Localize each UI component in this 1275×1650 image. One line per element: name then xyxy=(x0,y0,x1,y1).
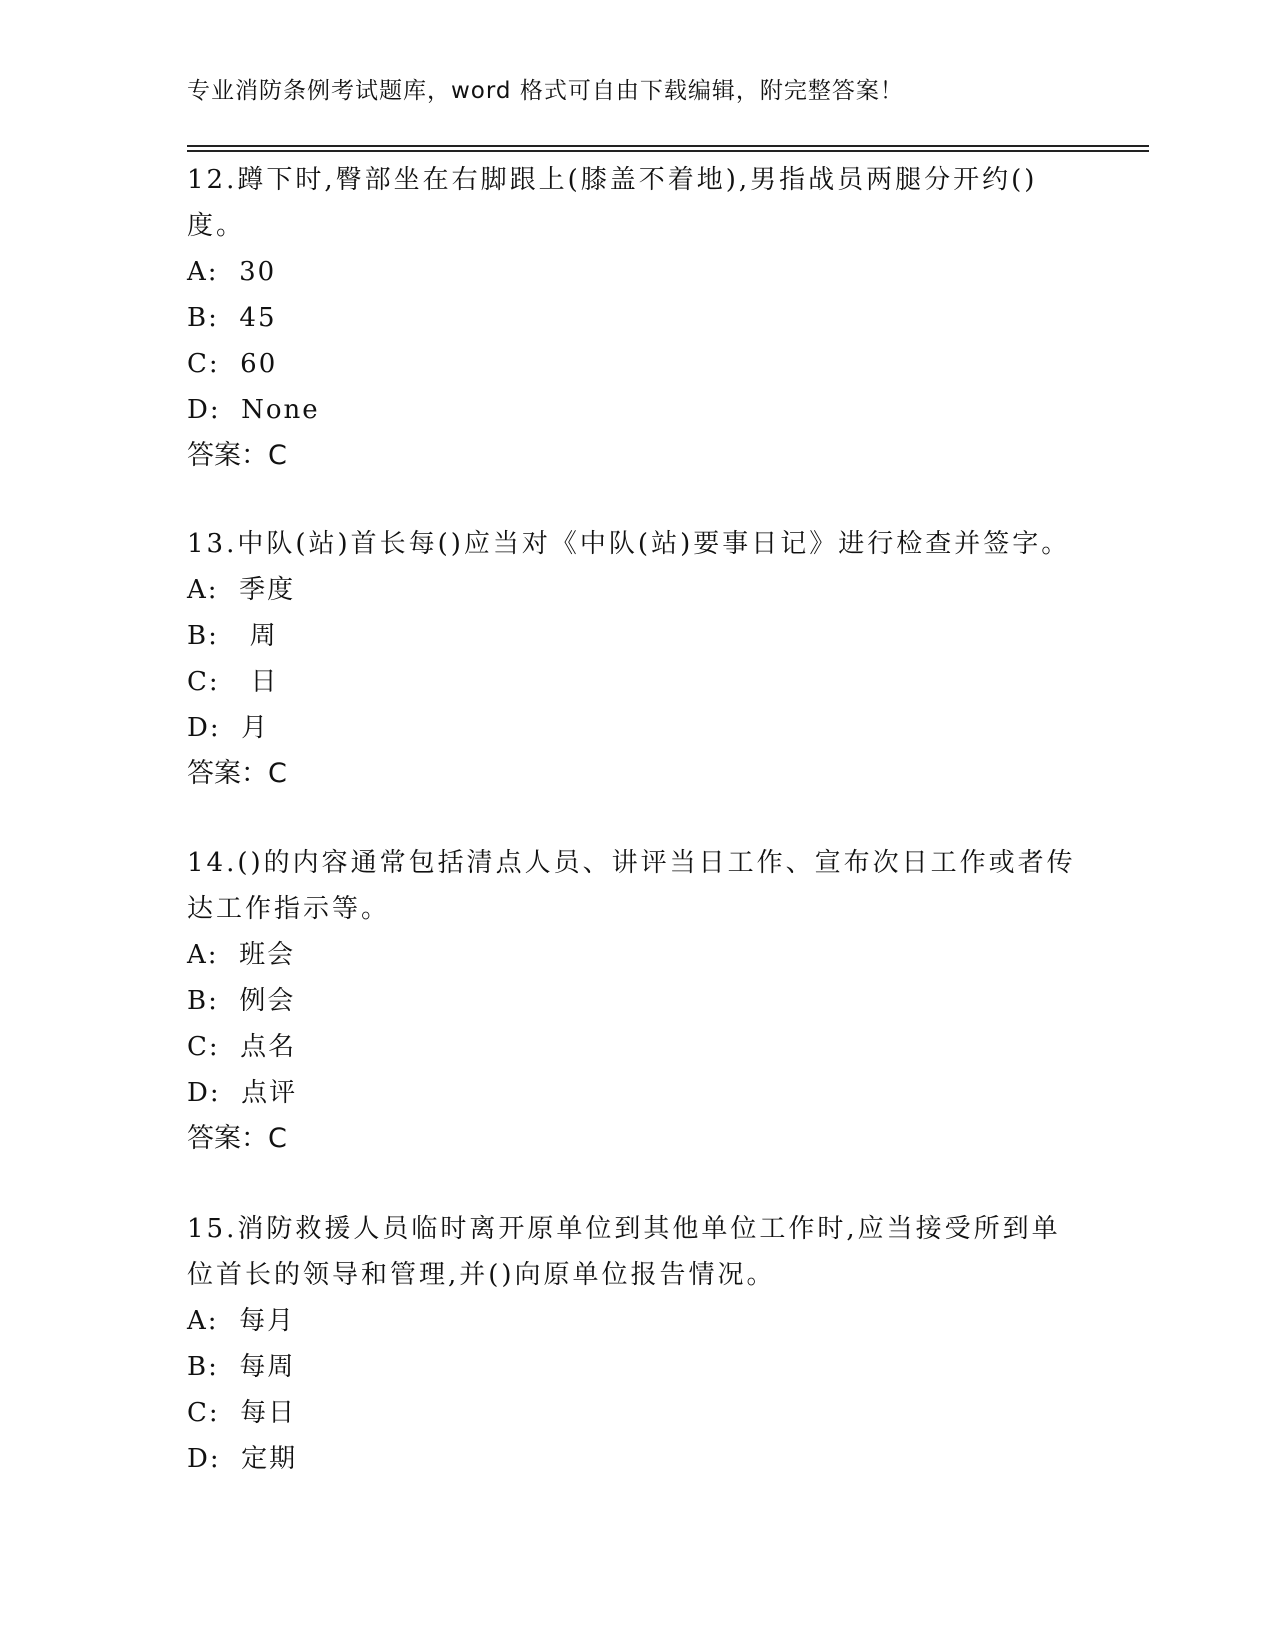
option-a: A: 班会 xyxy=(187,940,296,970)
option-c: C: 点名 xyxy=(187,1032,297,1062)
question-stem: 13.中队(站)首长每()应当对《中队(站)要事日记》进行检查并签字。 xyxy=(187,529,1071,559)
option-d: D: 点评 xyxy=(187,1078,298,1108)
option-a: A: 30 xyxy=(187,257,277,287)
question-stem: 15.消防救援人员临时离开原单位到其他单位工作时,应当接受所到单位首长的领导和管理,并()向原单位报告情况。 xyxy=(187,1214,1061,1290)
option-b: B: 周 xyxy=(187,621,278,651)
question-13 xyxy=(187,521,1087,797)
question-14 xyxy=(187,840,1087,1162)
question-15 xyxy=(187,1206,1087,1482)
option-b: B: 例会 xyxy=(187,986,296,1016)
header-rule-bottom xyxy=(187,150,1149,152)
option-c: C: 每日 xyxy=(187,1398,297,1428)
question-12 xyxy=(187,157,1087,479)
option-c: C: 日 xyxy=(187,667,279,697)
page-header: 专业消防条例考试题库，word 格式可自由下载编辑，附完整答案！ xyxy=(187,78,904,104)
option-a: A: 季度 xyxy=(187,575,296,605)
option-c: C: 60 xyxy=(187,349,278,379)
option-d: D: None xyxy=(187,395,320,425)
option-a: A: 每月 xyxy=(187,1306,296,1336)
answer: 答案：C xyxy=(187,758,287,789)
answer: 答案：C xyxy=(187,1123,287,1154)
question-stem: 12.蹲下时,臀部坐在右脚跟上(膝盖不着地),男指战员两腿分开约()度。 xyxy=(187,165,1038,241)
question-stem: 14.()的内容通常包括清点人员、讲评当日工作、宣布次日工作或者传达工作指示等。 xyxy=(187,848,1076,924)
answer: 答案：C xyxy=(187,440,287,471)
header-rule-top xyxy=(187,145,1149,147)
option-b: B: 45 xyxy=(187,303,277,333)
option-d: D: 月 xyxy=(187,713,270,743)
option-b: B: 每周 xyxy=(187,1352,296,1382)
option-d: D: 定期 xyxy=(187,1444,298,1474)
